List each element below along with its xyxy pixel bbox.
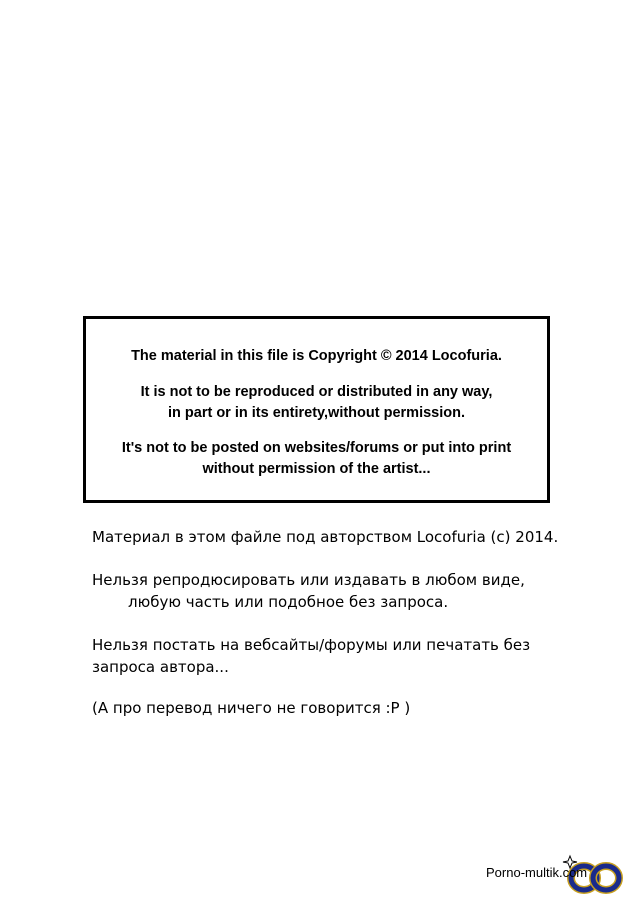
copyright-notice-box [83, 316, 550, 503]
russian-reproduction-line-1: Нельзя репродюсировать или издавать в любом виде, [92, 571, 525, 589]
russian-translation-note: (А про перевод ничего не говорится :Р ) [92, 699, 411, 717]
posting-line-1: It's not to be posted on websites/forums or put into print [121, 440, 512, 456]
posting-paragraph [86, 438, 547, 480]
reproduction-line-2: in part or in its entirety,without permission. [167, 405, 465, 421]
russian-posting-line-2: запроса автора... [92, 658, 229, 676]
copyright-line: The material in this file is Copyright © 2014 Locofuria. [131, 348, 502, 364]
russian-posting-line-1: Нельзя постать на вебсайты/форумы или печатать без [92, 636, 531, 654]
site-watermark[interactable] [486, 854, 634, 894]
watermark-text[interactable]: Porno-multik.com [486, 865, 588, 880]
reproduction-line-1: It is not to be reproduced or distributed in any way, [140, 384, 493, 400]
russian-reproduction-line-2: любую часть или подобное без запроса. [128, 593, 449, 611]
posting-line-2: without permission of the artist... [202, 461, 431, 477]
reproduction-paragraph [86, 382, 547, 424]
russian-copyright-line: Материал в этом файле под авторством Locofuria (с) 2014. [92, 528, 559, 546]
